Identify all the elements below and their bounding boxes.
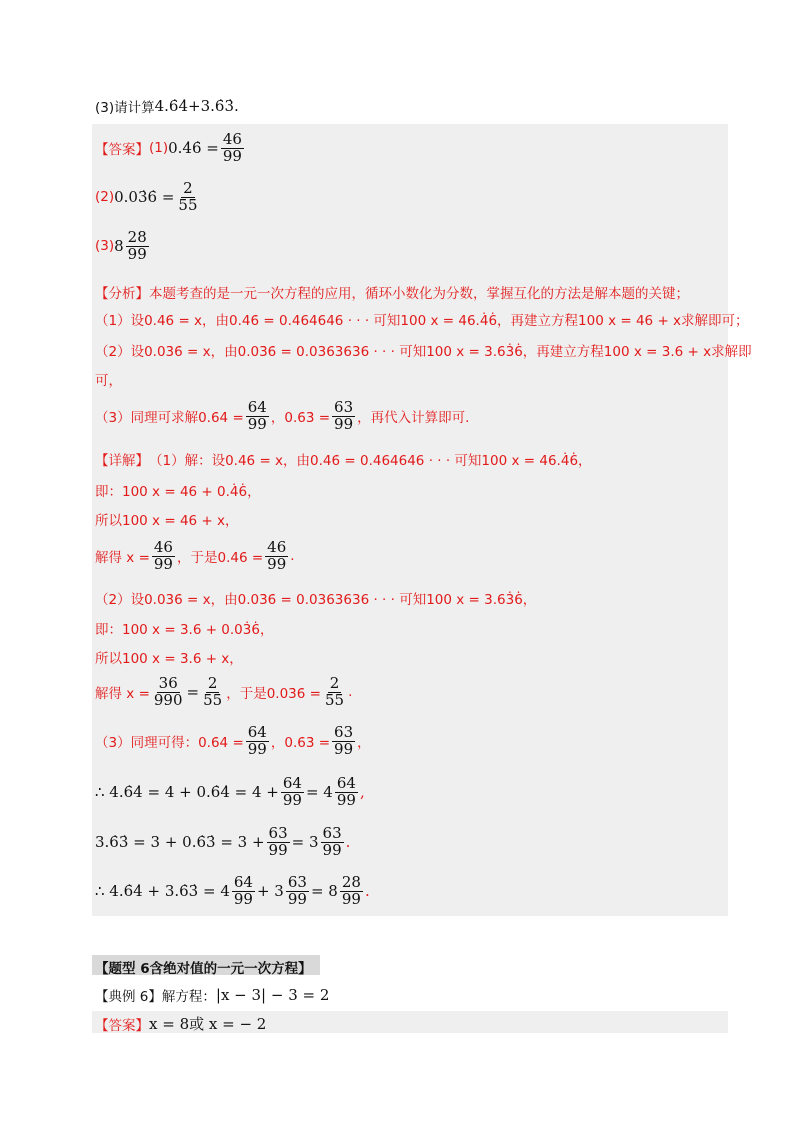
question-3 [95,96,239,116]
example-6 [95,985,329,1005]
answer-tag: 【答案】 [95,142,149,159]
answer-part-1: 【答案】 (1) 0.4̇6̇ = $\frac{46}{99}$ [95,130,242,165]
fraction: $\frac{28}{99}$ [127,228,147,263]
answer-2 [95,1013,266,1034]
detail-line-6: 即：100 x = 3.6 + 0.03̇6̇， [95,622,274,638]
fraction: $\frac{63}{99}$ [334,398,354,433]
detail-line-1: 【详解】 （1）解：设0.4̇6̇ = x，由0.4̇6̇ = 0.464646 · · · 可知100 x = 46.4̇6̇， [95,449,592,469]
fraction: $\frac{2}{55}$ [203,674,223,709]
analysis-tag: 【分析】 [95,286,149,302]
fraction: $\frac{46}{99}$ [153,538,173,573]
fraction: $\frac{64}{99}$ [247,723,267,758]
fraction: $\frac{46}{99}$ [222,130,242,165]
fraction: $\frac{63}{99}$ [268,824,288,859]
detail-line-10: ∴ 4.6̇4̇ = 4 + 0.6̇4̇ = 4 + $\frac{64}{99}$ = 4 $\frac{64}{99}$ , [95,774,365,809]
detail-line-3: 所以100 x = 46 + x， [95,513,239,529]
detail-line-4: 解得 x = $\frac{46}{99}$ ，于是0.4̇6̇ = $\frac{46}{99}$ . [95,538,295,573]
section-title: 【题型 6 含绝对值的一元一次方程】 [95,961,312,977]
analysis-line-2: （2）设0.03̇6̇ = x，由0.03̇6̇ = 0.0363636 · · · 可知100 x = 3.63̇6̇，再建立方程100 x = 3.6 + x求解即 [95,344,752,360]
detail-line-7: 所以100 x = 3.6 + x， [95,651,243,667]
answer-part-3: (3) 8 $\frac{28}{99}$ [95,228,147,263]
fraction: $\frac{36}{990}$ [153,674,183,709]
fraction: $\frac{64}{99}$ [282,774,302,809]
detail-line-5: （2）设0.03̇6̇ = x，由0.03̇6̇ = 0.0363636 · · · 可知100 x = 3.63̇6̇， [95,592,537,608]
detail-tag: 【详解】 [95,453,149,469]
analysis-line-1: （1）设0.4̇6̇ = x，由0.4̇6̇ = 0.464646 · · · 可知100 x = 46.4̇6̇，再建立方程100 x = 46 + x求解即可； [95,313,749,329]
fraction: $\frac{63}{99}$ [287,873,307,908]
detail-line-11: 3.6̇3̇ = 3 + 0.6̇3̇ = 3 + $\frac{63}{99}$ = 3 $\frac{63}{99}$ . [95,824,351,859]
answer-2-tag: 【答案】 [95,1017,149,1034]
fraction: $\frac{2}{55}$ [324,674,345,709]
fraction: $\frac{2}{55}$ [178,179,198,214]
analysis-intro: 【分析】 本题考查的是一元一次方程的应用，循环小数化为分数，掌握互化的方法是解本题的关键； [95,282,689,302]
detail-line-9: （3）同理可得：0.6̇4̇ = $\frac{64}{99}$ ，0.6̇3̇ = $\frac{63}{99}$ ， [95,723,371,758]
analysis-line-2-cont: 可， [95,373,122,389]
example-expression: |x − 3| − 3 = 2 [215,986,330,1004]
question-3-label: (3)请计算 [95,100,155,116]
fraction: $\frac{64}{99}$ [336,774,356,809]
detail-line-8: 解得 x = $\frac{36}{990}$ = $\frac{2}{55}$ ，于是0.03̇6̇ = $\frac{2}{55}$ . [95,674,353,709]
answer-part-2: (2) 0.03̇6̇ = $\frac{2}{55}$ [95,179,198,214]
fraction: $\frac{64}{99}$ [247,398,267,433]
fraction: $\frac{64}{99}$ [233,873,253,908]
fraction: $\frac{63}{99}$ [334,723,354,758]
detail-line-12: ∴ 4.6̇4̇ + 3.6̇3̇ = 4 $\frac{64}{99}$ + 3 $\frac{63}{99}$ = 8 $\frac{28}{99}$ . [95,873,370,908]
example-label: 【典例 6】解方程： [95,989,216,1005]
detail-line-2: 即：100 x = 46 + 0.4̇6̇， [95,484,261,500]
fraction: $\frac{46}{99}$ [267,538,287,573]
fraction: $\frac{28}{99}$ [341,873,361,908]
fraction: $\frac{63}{99}$ [322,824,342,859]
question-3-expression: 4.6̇4̇+3.6̇3̇. [154,97,239,115]
answer-2-expression: x = 8或 x = − 2 [149,1015,267,1033]
analysis-line-3: （3）同理可求解0.6̇4̇ = $\frac{64}{99}$ ，0.6̇3̇ = $\frac{63}{99}$ ，再代入计算即可. [95,398,470,433]
